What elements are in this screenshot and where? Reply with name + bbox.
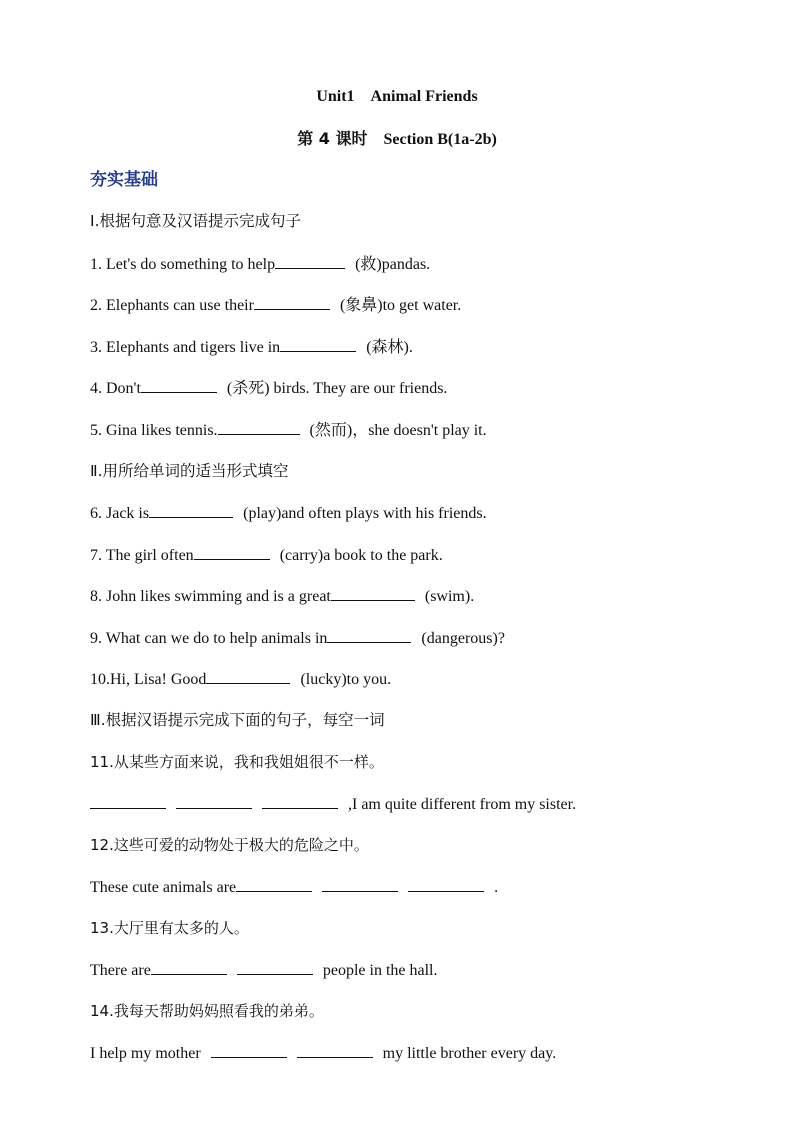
answer-blank[interactable]	[194, 545, 270, 560]
question-3: 3. Elephants and tigers live in (森林).	[90, 339, 413, 356]
question-11-chinese: 11.从某些方面来说，我和我姐姐很不一样。	[90, 753, 384, 771]
answer-blank[interactable]	[141, 378, 217, 393]
answer-blank[interactable]	[211, 1043, 287, 1058]
question-10: 10.Hi, Lisa! Good (lucky)to you.	[90, 671, 392, 688]
question-14-chinese: 14.我每天帮助妈妈照看我的弟弟。	[90, 1002, 324, 1020]
question-8: 8. John likes swimming and is a great (swim).	[90, 588, 475, 605]
answer-blank[interactable]	[149, 503, 233, 518]
part1-heading: I.根据句意及汉语提示完成句子	[90, 212, 301, 230]
answer-blank[interactable]	[206, 669, 290, 684]
lesson-title	[0, 129, 794, 150]
answer-blank[interactable]	[254, 295, 330, 310]
question-12-chinese: 12.这些可爱的动物处于极大的危险之中。	[90, 836, 369, 854]
question-12-answer: These cute animals are .	[90, 879, 499, 896]
answer-blank[interactable]	[176, 794, 252, 809]
section-name: Section B(1a-2b)	[383, 131, 497, 148]
section-heading: 夯实基础	[90, 170, 158, 190]
answer-blank[interactable]	[262, 794, 338, 809]
lesson-number: 第 4 课时	[297, 129, 368, 148]
answer-blank[interactable]	[90, 794, 166, 809]
question-11-answer: ,I am quite different from my sister.	[90, 794, 730, 815]
question-13-chinese: 13.大厅里有太多的人。	[90, 919, 249, 937]
answer-blank[interactable]	[322, 877, 398, 892]
question-13-answer: There are people in the hall.	[90, 962, 438, 979]
part3-heading: Ⅲ.根据汉语提示完成下面的句子，每空一词	[90, 711, 385, 729]
answer-blank[interactable]	[237, 960, 313, 975]
answer-blank[interactable]	[297, 1043, 373, 1058]
answer-blank[interactable]	[236, 877, 312, 892]
answer-blank[interactable]	[280, 337, 356, 352]
question-6: 6. Jack is (play)and often plays with his friends.	[90, 505, 487, 522]
part2-heading: Ⅱ.用所给单词的适当形式填空	[90, 462, 289, 480]
question-14-answer: I help my mother my little brother every day.	[90, 1045, 557, 1062]
unit-number: Unit1	[316, 88, 355, 105]
unit-name: Animal Friends	[370, 88, 478, 105]
answer-blank[interactable]	[327, 628, 411, 643]
question-9: 9. What can we do to help animals in (dangerous)?	[90, 630, 505, 647]
question-7: 7. The girl often (carry)a book to the park.	[90, 547, 443, 564]
answer-blank[interactable]	[408, 877, 484, 892]
answer-blank[interactable]	[151, 960, 227, 975]
question-1: 1. Let's do something to help (救)pandas.	[90, 256, 431, 273]
answer-blank[interactable]	[331, 586, 415, 601]
question-2: 2. Elephants can use their (象鼻)to get water.	[90, 297, 462, 314]
question-5: 5. Gina likes tennis. (然而)，she doesn't play it.	[90, 422, 487, 439]
unit-title	[0, 87, 794, 107]
question-4: 4. Don't (杀死) birds. They are our friends.	[90, 380, 448, 397]
answer-blank[interactable]	[275, 254, 345, 269]
answer-blank[interactable]	[218, 420, 300, 435]
